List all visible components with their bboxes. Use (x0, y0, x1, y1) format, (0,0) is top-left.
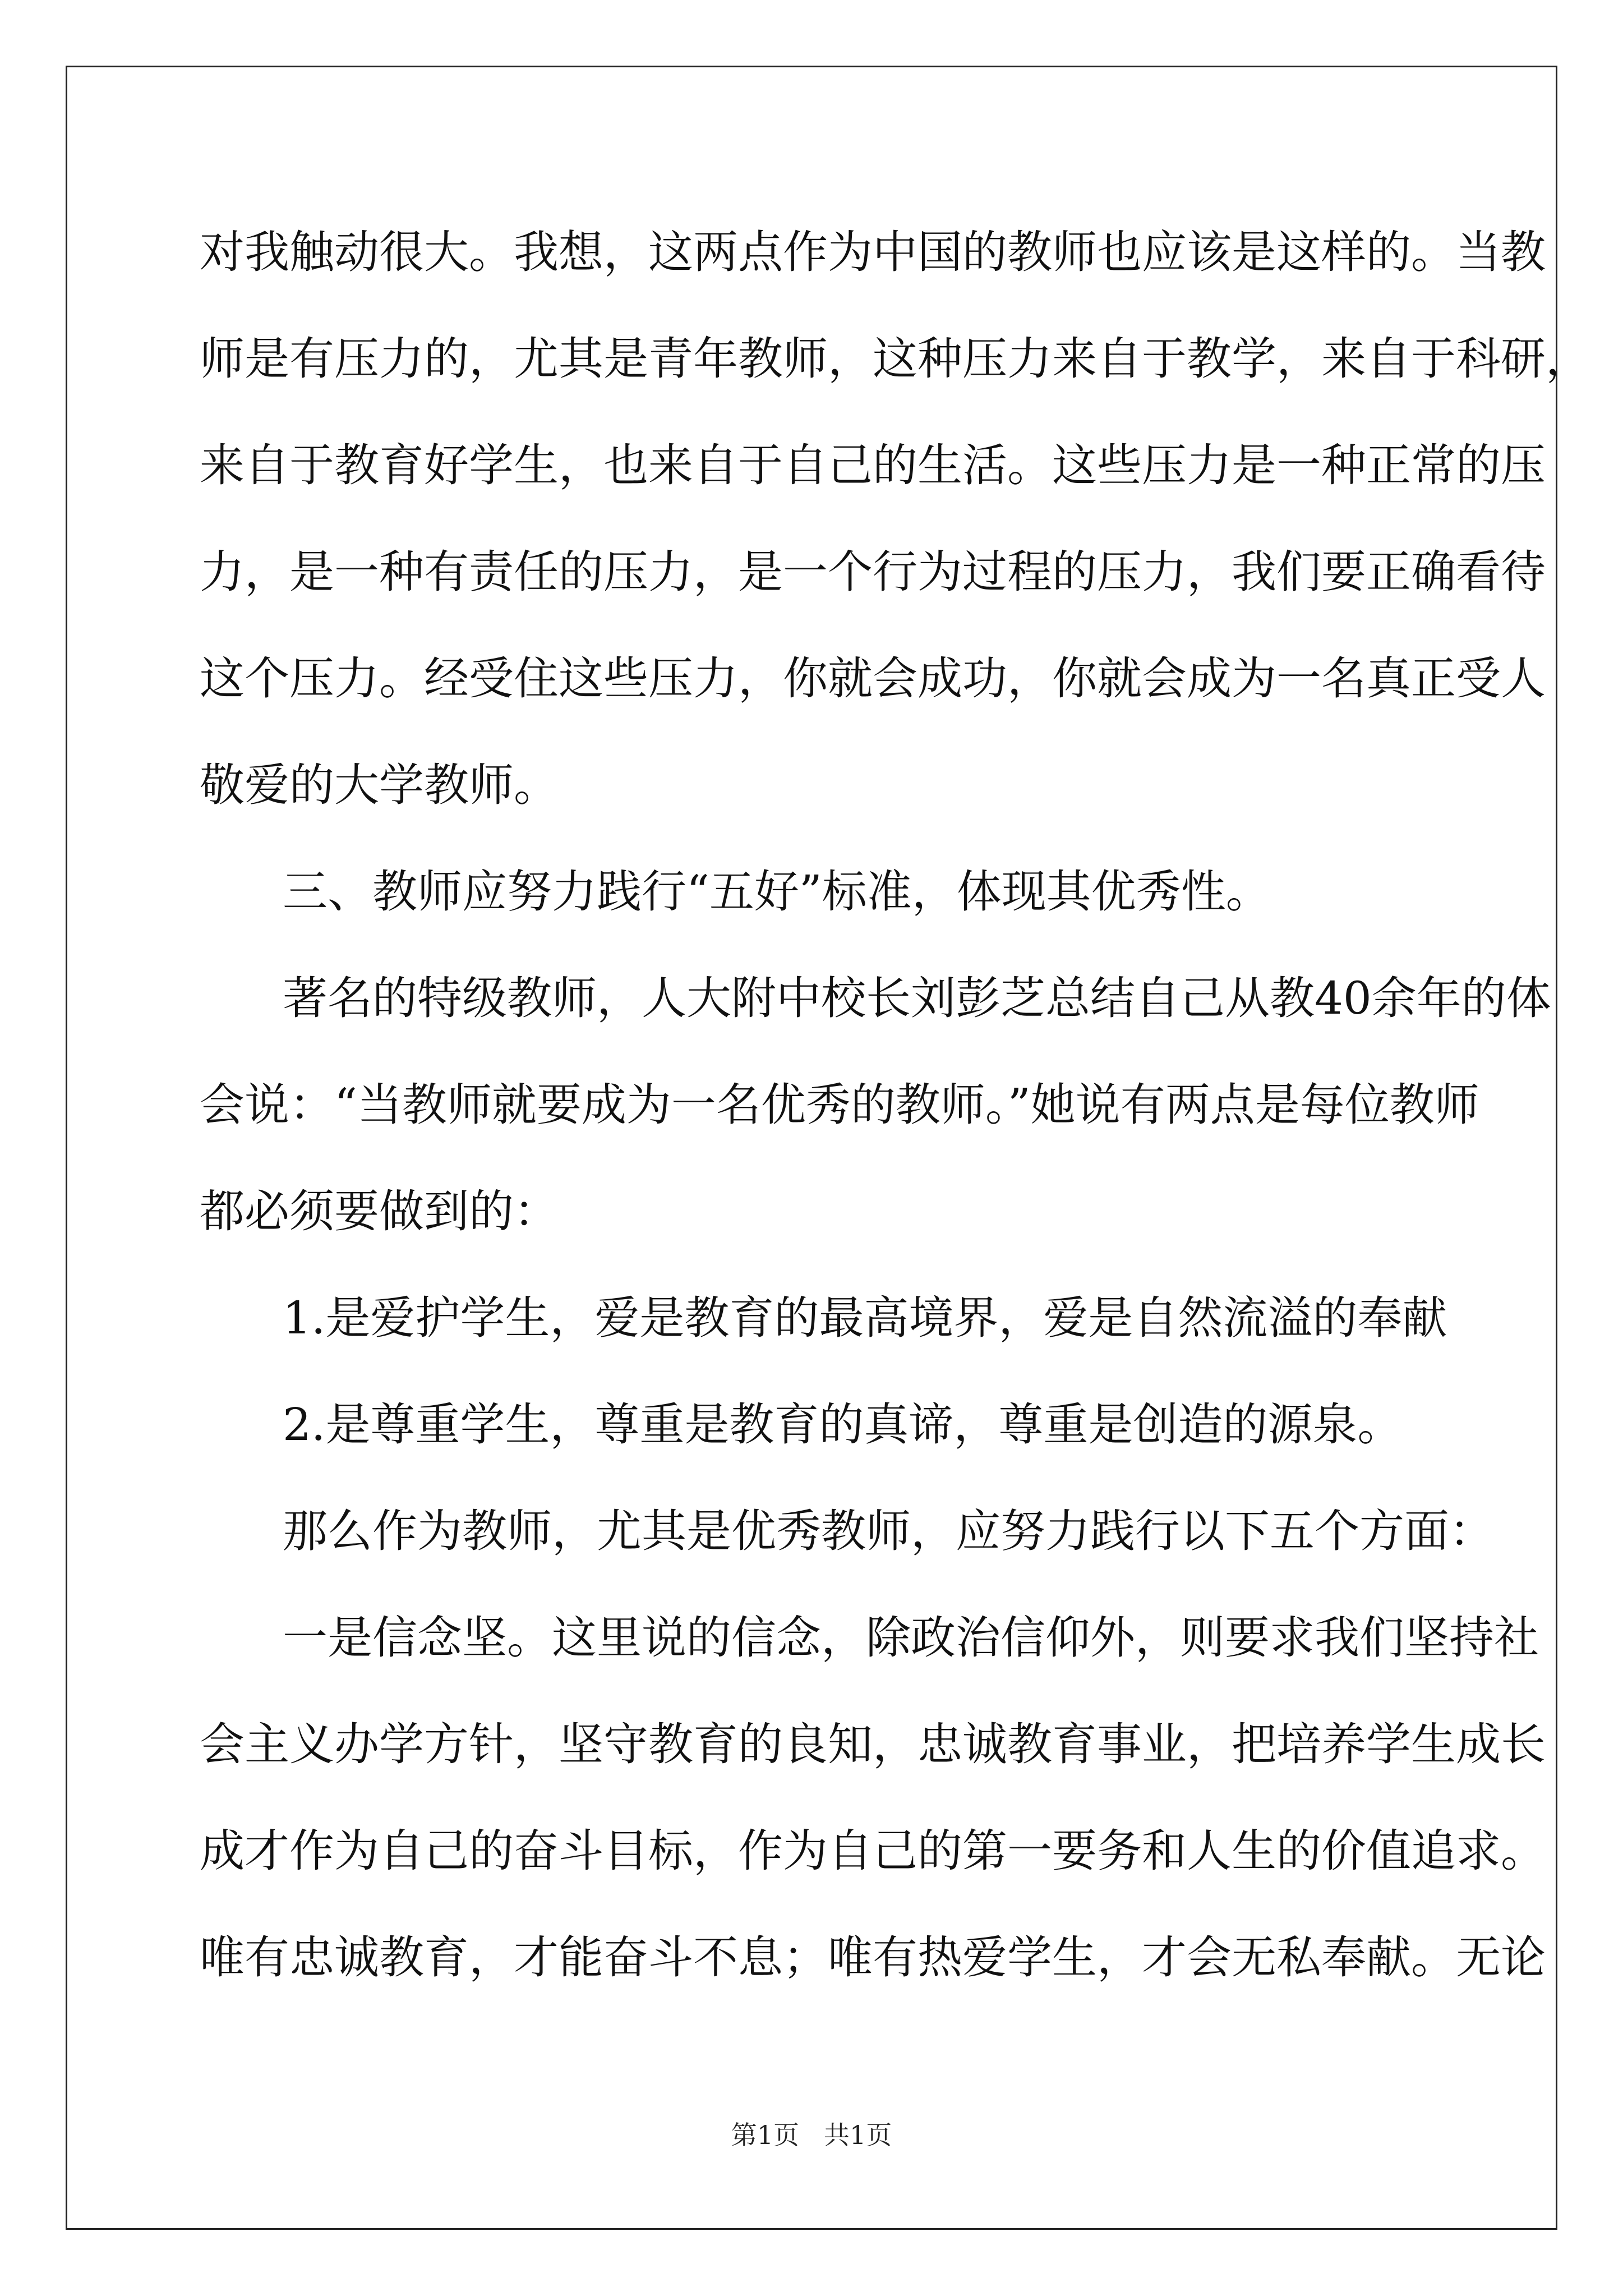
list-item-2: 2.是尊重学生，尊重是教育的真谛，尊重是创造的源泉。 (283, 1398, 1403, 1451)
text-line: 师是有压力的，尤其是青年教师，这种压力来自于教学，来自于科研， (200, 333, 1590, 385)
text-line: 力，是一种有责任的压力，是一个行为过程的压力，我们要正确看待 (200, 546, 1546, 598)
text-line: 都必须要做到的： (200, 1185, 559, 1237)
text-line: 敬爱的大学教师。 (200, 759, 559, 811)
document-body (200, 213, 1590, 2025)
text-line: 对我触动很大。我想，这两点作为中国的教师也应该是这样的。当教 (200, 226, 1546, 278)
text-line: 成才作为自己的奋斗目标，作为自己的第一要务和人生的价值追求。 (200, 1825, 1546, 1877)
page-total: 共1页 (824, 2120, 892, 2150)
text-line: 这个压力。经受住这些压力，你就会成功，你就会成为一名真正受人 (200, 652, 1546, 705)
text-line: 会说：“当教师就要成为一名优秀的教师。”她说有两点是每位教师 (200, 1079, 1479, 1131)
text-line: 唯有忠诚教育，才能奋斗不息；唯有热爱学生，才会无私奉献。无论 (200, 1931, 1546, 1984)
section-heading: 三、教师应努力践行“五好”标准，体现其优秀性。 (283, 866, 1271, 918)
list-item-1: 1.是爱护学生，爱是教育的最高境界，爱是自然流溢的奉献 (283, 1292, 1447, 1344)
text-line: 会主义办学方针，坚守教育的良知，忠诚教育事业，把培养学生成长 (200, 1718, 1546, 1770)
page-number: 第1页 (731, 2120, 799, 2150)
paragraph-start: 一是信念坚。这里说的信念，除政治信仰外，则要求我们坚持社 (283, 1612, 1539, 1664)
page-footer (0, 2118, 1623, 2152)
text-line: 来自于教育好学生，也来自于自己的生活。这些压力是一种正常的压 (200, 439, 1546, 491)
paragraph-start: 那么作为教师，尤其是优秀教师，应努力践行以下五个方面： (283, 1505, 1494, 1557)
paragraph-start: 著名的特级教师，人大附中校长刘彭芝总结自己从教40余年的体 (283, 972, 1551, 1024)
